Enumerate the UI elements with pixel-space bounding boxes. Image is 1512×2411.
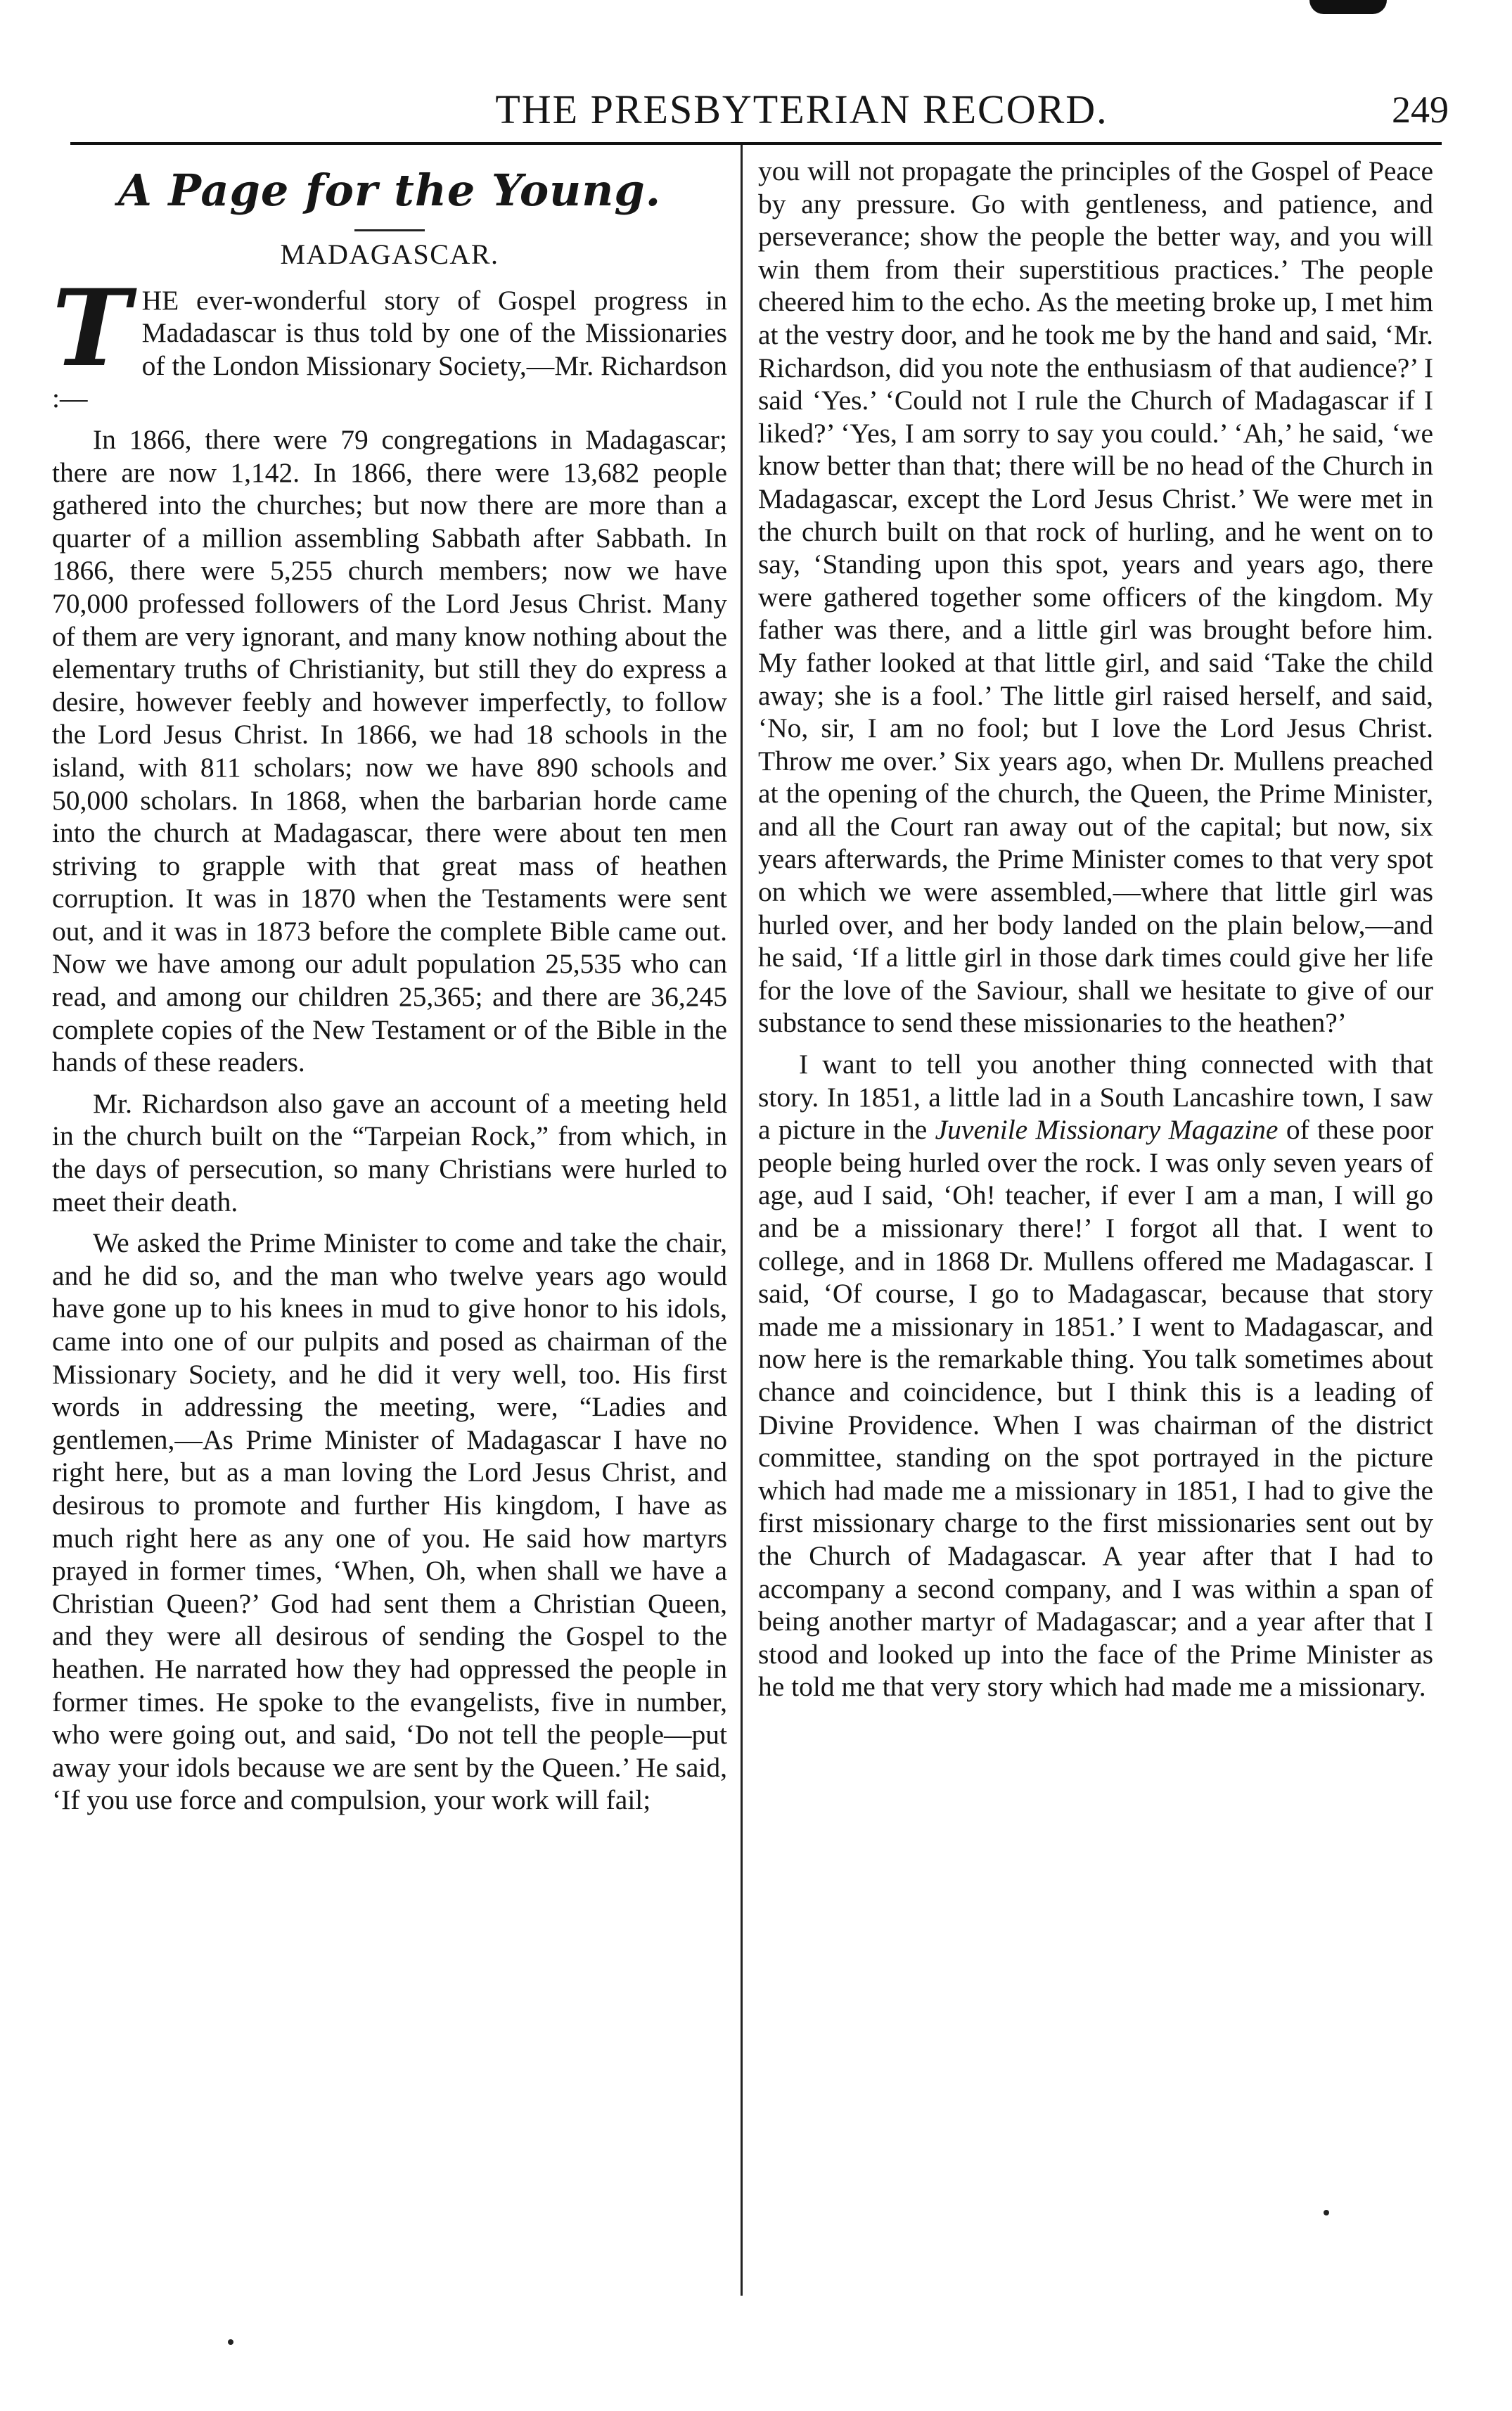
left-column [52,155,727,1825]
article-title: MADAGASCAR. [280,238,499,270]
paragraph-story [758,1048,1433,1703]
publication-title: THE PRESBYTERIAN RECORD. [495,87,1108,132]
paragraph-prime-minister: We asked the Prime Minister to come and take the chair, and he did so, and the man who twelve years ago would have gone up to his knees in mud to give honor to his idols, came into one of our pulpits and posed as chairman of the Missionary Society, and he did it very well, too. His first words in addressing the meeting, were, “Ladies and gentlemen,—As Prime Minister of Madagascar I have no right here, but as a man loving the Lord Jesus Christ, and desirous to promote and further His kingdom, I have as much right here as any one of you. He said how martyrs prayed in former times, ‘When, Oh, when shall we have a Christian Queen?’ God had sent them a Christian Queen, and they were all desirous of sending the Gospel to the heathen. He narrated how they had oppressed the people in former times. He spoke to the evangelists, five in number, who were going out, and said, ‘Do not tell the people—put away your idols because we are sent by the Queen.’ He said, ‘If you use force and compulsion, your work will fail; [52,1227,727,1816]
print-speck [228,2339,233,2345]
page-header [70,83,1470,136]
story-text-after: of these poor people being hurled over the rock. I was only seven years of age, aud I said, ‘Oh! teacher, if ever I am a man, I will go and be a missionary there!’ I forgot all that. I went to college, and in 1868 Dr. Mullens offered me Madagascar. I said, ‘Of course, I go to Madagascar, because that story made me a missionary in 1851.’ I went to Madagascar, and now here is the remarkable thing. You talk sometimes about chance and coincidence, but I think this is a leading of Divine Providence. When I was chairman of the district committee, standing on the spot portrayed in the picture which had made me a missionary in 1851, I had to give the first missionary charge to the first missionaries sent out by the Church of Madagascar. A year after that I had to accompany a second company, and I was within a span of being another martyr of Madagascar; and a year after that I stood and looked up into the face of the Prime Minister as he told me that very story which had made me a missionary. [758,1114,1433,1703]
paragraph-intro [52,266,727,415]
paragraph-continued: you will not propagate the principles of the Gospel of Peace by any pressure. Go with gentleness, and patience, and perseverance; show the people the better way, and you will win them from their superstitious practices.’ The people cheered him to the echo. As the meeting broke up, I met him at the vestry door, and he took me by the hand and said, ‘Mr. Richardson, did you note the enthusiasm of that audience?’ I said ‘Yes.’ ‘Could not I rule the Church of Madagascar if I liked?’ ‘Yes, I am sorry to say you could.’ ‘Ah,’ he said, ‘we know better than that; there will be no head of the Church in Madagascar, except the Lord Jesus Christ.’ We were met in the church built on that rock of hurling, and he went on to say, ‘Standing upon this spot, years and years ago, there were gathered together some officers of the kingdom. My father was there, and a little girl was brought before him. My father looked at that little girl, and said ‘Take the child away; she is a fool.’ The little girl raised herself, and said, ‘No, sir, I am no fool; but I love the Lord Jesus Christ. Throw me over.’ Six years ago, when Dr. Mullens preached at the opening of the church, the Queen, the Prime Minister, and all the Court ran away out of the capital; but now, six years afterwards, the Prime Minister comes to that very spot on which we were assembled,—where that little girl was hurled over, and her body landed on the plain below,—and he said, ‘If a little girl in those dark times could give her life for the love of the Saviour, shall we hesitate to give of our substance to send these missionaries to the heathen?’ [758,155,1433,1039]
ink-blot [1309,0,1387,14]
intro-text: HE ever-wonderful story of Gospel progress in Madadascar is thus told by one of the Missionaries of the London Missionary Society,—Mr. Richardson :— [52,284,727,414]
drop-cap: T [52,266,131,390]
story-text-before: I want to tell you another thing connected with that story. In 1851, a little lad in a South Lancashire town, I saw a picture in the [758,1049,1433,1146]
column-divider [741,145,743,2296]
paragraph-tarpeian-rock: Mr. Richardson also gave an account of a meeting held in the church built on the “Tarpeian Rock,” from which, in the days of persecution, so many Christians were hurled to meet their death. [52,1087,727,1217]
paragraph-statistics: In 1866, there were 79 congregations in Madagascar; there are now 1,142. In 1866, there were 13,682 people gathered into the churches; but now there are more than a quarter of a million assembling Sabbath after Sabbath. In 1866, there were 5,255 church members; now we have 70,000 professed followers of the Lord Jesus Christ. Many of them are very ignorant, and many know nothing about the elementary truths of Christianity, but still they do express a desire, however feebly and however imperfectly, to follow the Lord Jesus Christ. In 1866, we had 18 schools in the island, with 811 scholars; now we have 890 schools and 50,000 scholars. In 1868, when the barbarian horde came into the church at Madagascar, there were about ten men striving to grapple with that great mass of heathen corruption. It was in 1870 when the Testaments were sent out, and it was in 1873 before the complete Bible came out. Now we have among our adult population 25,535 who can read, and among our children 25,365; and there are 36,245 complete copies of the New Testament or of the Bible in the hands of these readers. [52,423,727,1078]
magazine-title: Juvenile Missionary Magazine [935,1114,1279,1146]
header-rule [70,142,1442,145]
right-column [758,155,1433,1712]
section-title: A Page for the Young. [117,165,662,216]
title-rule [354,229,425,231]
page-number: 249 [1392,89,1449,131]
print-speck [1324,2210,1329,2215]
